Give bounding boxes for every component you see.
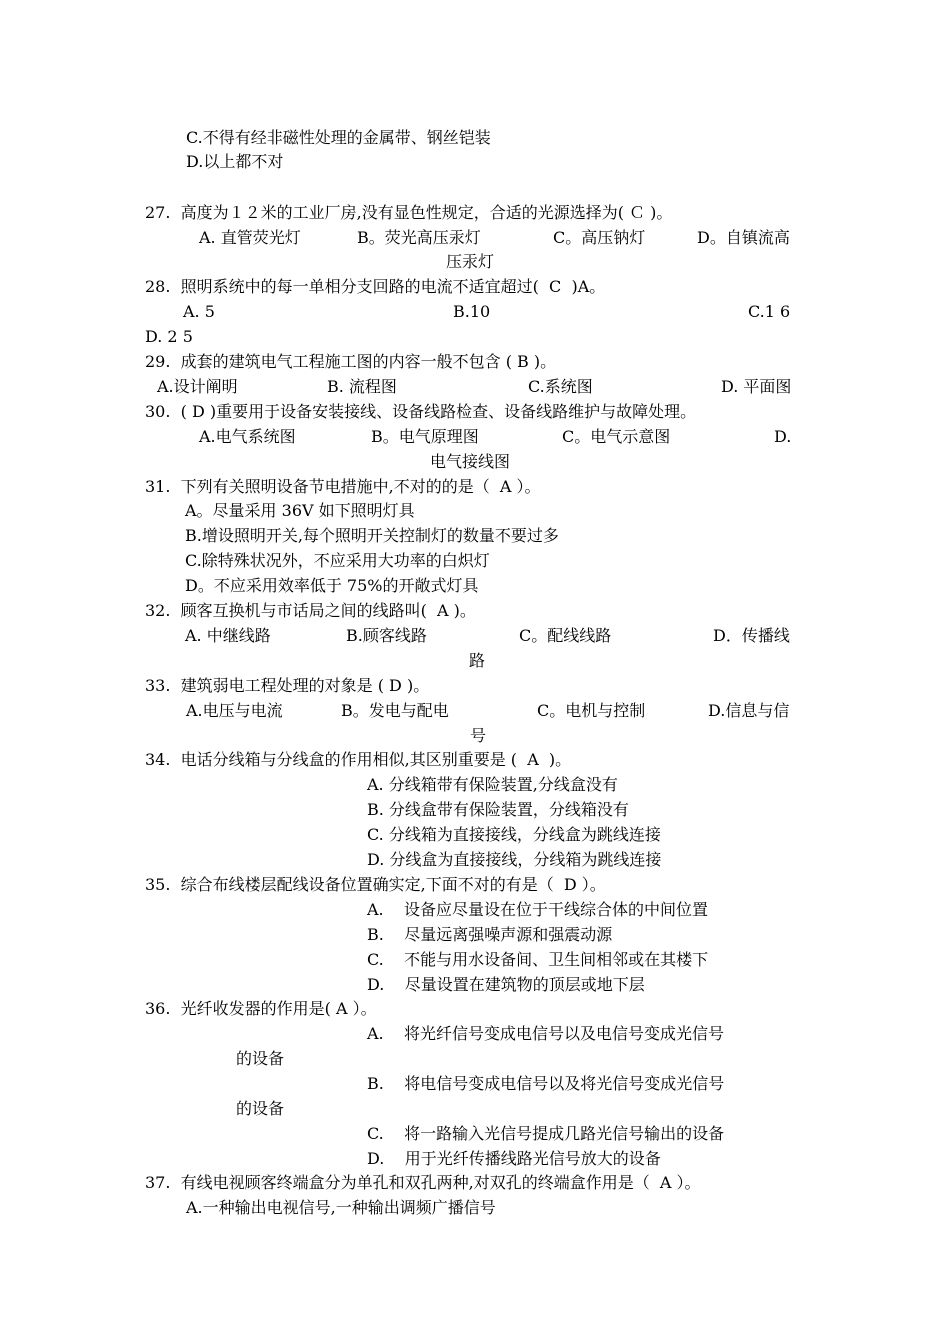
option-33a: A.电压与电流	[186, 701, 283, 720]
option-36a-cont: 的设备	[236, 1049, 285, 1068]
option-32d-cont: 路	[469, 651, 486, 670]
option-30b: B。电气原理图	[371, 427, 479, 446]
option-27b: B。荧光高压汞灯	[357, 228, 481, 247]
option-36d: D. 用于光纤传播线路光信号放大的设备	[367, 1149, 661, 1168]
option-27d: D。自镇流高	[697, 228, 790, 247]
question-27: 27. 高度为１２米的工业厂房,没有显色性规定，合适的光源选择为( Ｃ )。	[145, 203, 673, 222]
question-29: 29. 成套的建筑电气工程施工图的内容一般不包含 ( B )。	[145, 352, 557, 371]
question-33: 33. 建筑弱电工程处理的对象是 ( D )。	[145, 676, 430, 695]
option-26c: C.不得有经非磁性处理的金属带、钢丝铠装	[186, 128, 491, 147]
option-35c: C. 不能与用水设备间、卫生间相邻或在其楼下	[367, 950, 709, 969]
option-35b: B. 尽量远离强噪声源和强震动源	[367, 925, 613, 944]
question-30: 30. ( D )重要用于设备安装接线、设备线路检查、设备线路维护与故障处理。	[145, 402, 697, 421]
option-35a: A. 设备应尽量设在位于干线综合体的中间位置	[367, 900, 708, 919]
option-33c: C。电机与控制	[537, 701, 646, 720]
option-30d-cont: 电气接线图	[430, 452, 511, 471]
option-31d: D。不应采用效率低于 75%的开敞式灯具	[185, 576, 479, 595]
question-36: 36. 光纤收发器的作用是( A ）。	[145, 999, 377, 1018]
question-28: 28. 照明系统中的每一单相分支回路的电流不适宜超过( C )A。	[145, 277, 606, 296]
option-29b: B. 流程图	[327, 377, 397, 396]
option-34d: D. 分线盒为直接接线，分线箱为跳线连接	[367, 850, 662, 869]
option-28a: A. 5	[183, 302, 215, 321]
option-34b: B. 分线盒带有保险装置，分线箱没有	[367, 800, 629, 819]
option-27c: C。高压钠灯	[553, 228, 646, 247]
option-26d: D.以上都不对	[186, 152, 284, 171]
option-27a: A. 直管荧光灯	[199, 228, 301, 247]
option-37a: A.一种输出电视信号,一种输出调频广播信号	[186, 1198, 496, 1217]
option-36b-cont: 的设备	[236, 1099, 285, 1118]
option-36c: C. 将一路输入光信号提成几路光信号输出的设备	[367, 1124, 725, 1143]
option-32d: D．传播线	[713, 626, 790, 645]
option-28c: C.1 6	[748, 302, 791, 321]
question-34: 34. 电话分线箱与分线盒的作用相似,其区别重要是 ( A )。	[145, 750, 572, 769]
option-27d-cont: 压汞灯	[446, 252, 495, 271]
option-35d: D. 尽量设置在建筑物的顶层或地下层	[367, 975, 645, 994]
option-33b: B。发电与配电	[341, 701, 449, 720]
option-31c: C.除特殊状况外，不应采用大功率的白炽灯	[185, 551, 490, 570]
question-31: 31. 下列有关照明设备节电措施中,不对的的是（ A ）。	[145, 477, 541, 496]
option-30a: A.电气系统图	[199, 427, 296, 446]
option-36a: A. 将光纤信号变成电信号以及电信号变成光信号	[367, 1024, 724, 1043]
question-32: 32. 顾客互换机与市话局之间的线路叫( A )。	[145, 601, 476, 620]
question-37: 37. 有线电视顾客终端盒分为单孔和双孔两种,对双孔的终端盒作用是（ A ）。	[145, 1173, 701, 1192]
option-31b: B.增设照明开关,每个照明开关控制灯的数量不要过多	[185, 526, 559, 545]
option-33d-cont: 号	[470, 726, 487, 745]
option-32b: B.顾客线路	[346, 626, 427, 645]
option-29c: C.系统图	[528, 377, 593, 396]
option-34c: C. 分线箱为直接接线，分线盒为跳线连接	[367, 825, 661, 844]
option-34a: A. 分线箱带有保险装置,分线盒没有	[367, 775, 618, 794]
option-33d: D.信息与信	[708, 701, 790, 720]
option-32c: C。配线线路	[519, 626, 612, 645]
option-28b: B.10	[453, 302, 491, 321]
option-28d: D. 2 5	[145, 327, 193, 346]
question-35: 35. 综合布线楼层配线设备位置确实定,下面不对的有是（ D ）。	[145, 875, 606, 894]
option-31a: A。尽量采用 36V 如下照明灯具	[185, 501, 415, 520]
option-32a: A. 中继线路	[185, 626, 271, 645]
option-29a: A.设计阐明	[157, 377, 238, 396]
option-30c: C。电气示意图	[562, 427, 671, 446]
option-29d: D. 平面图	[721, 377, 792, 396]
option-36b: B. 将电信号变成电信号以及将光信号变成光信号	[367, 1074, 725, 1093]
option-30d: D.	[774, 427, 792, 446]
